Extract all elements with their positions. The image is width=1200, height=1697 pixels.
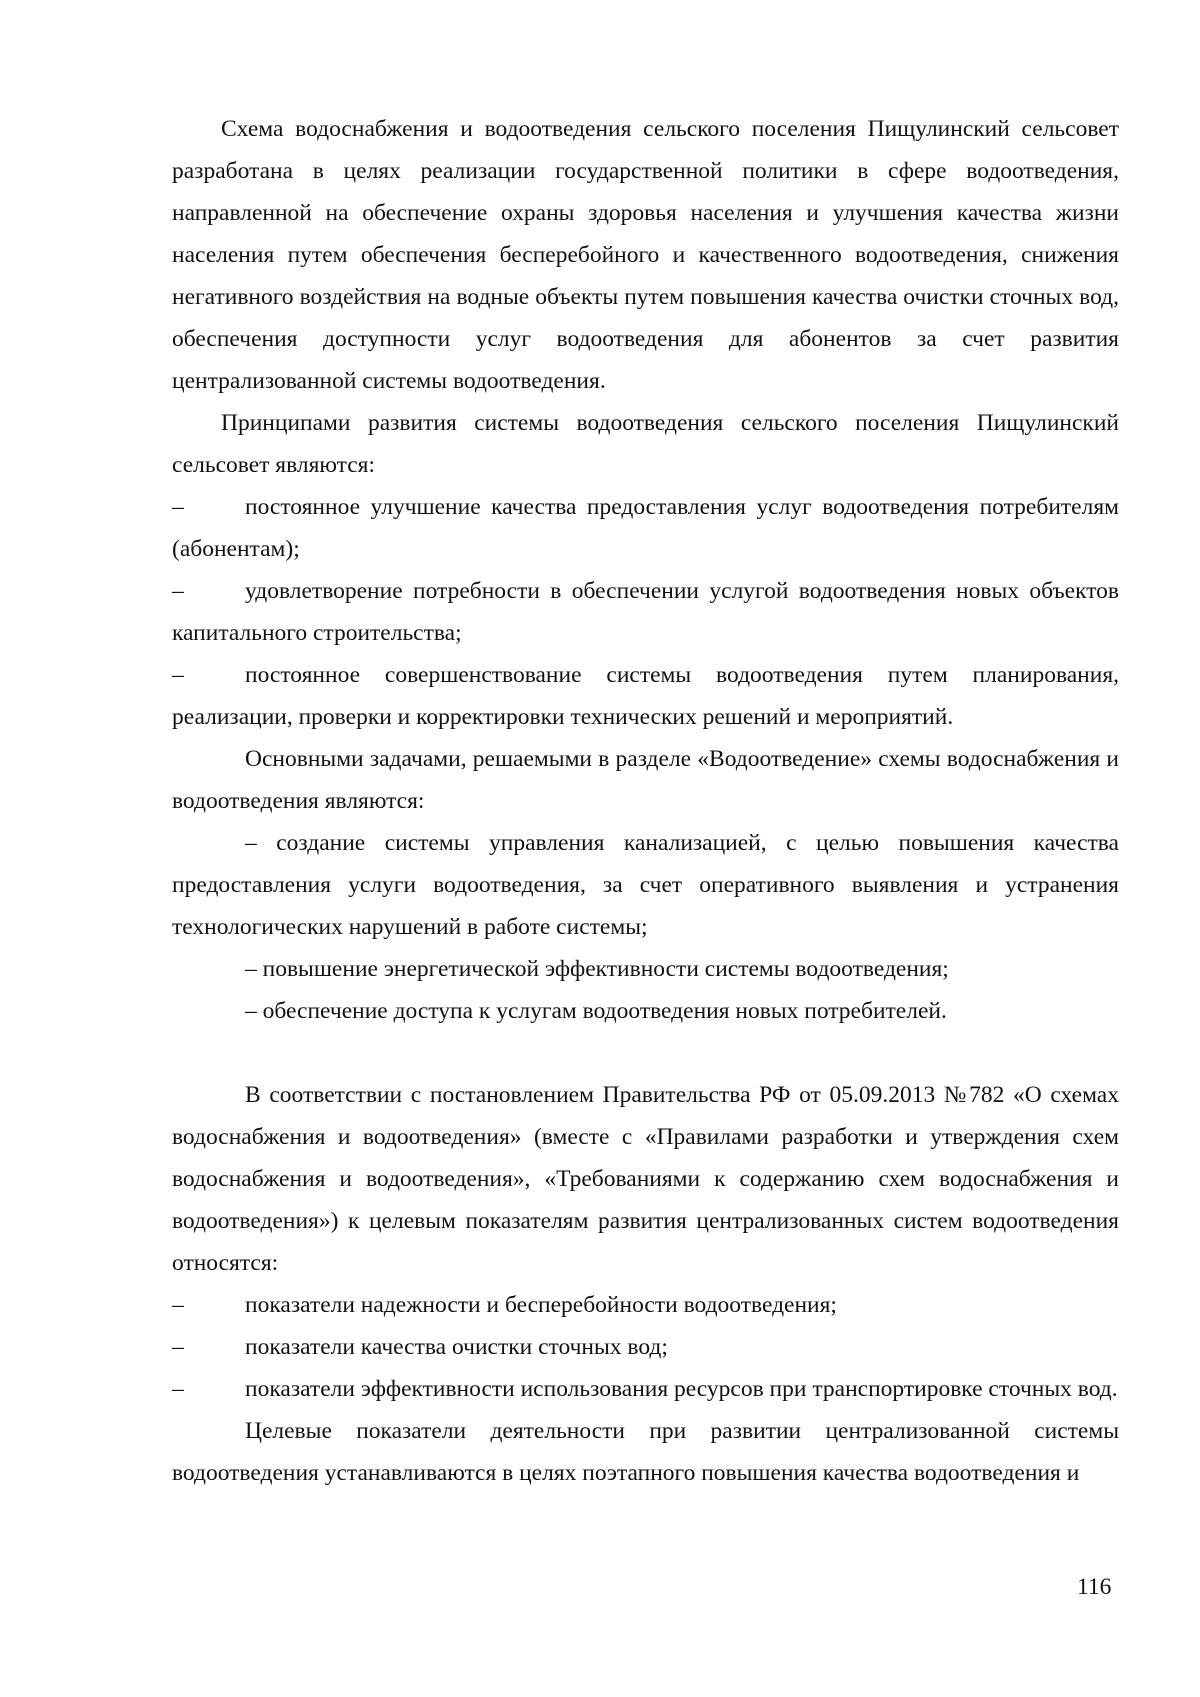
page-number: 116 [1077, 1574, 1112, 1600]
dash-marker: – [172, 578, 184, 604]
task-item: – повышение энергетической эффективности системы водоотведения; [245, 956, 949, 982]
dash-marker: – [172, 662, 184, 688]
list-item [172, 1368, 1119, 1410]
dash-marker: – [172, 494, 184, 520]
paragraph-decree: В соответствии с постановлением Правительства РФ от 05.09.2013 №782 «О схемах водоснабжения и водоотведения» (вместе с «Правилами разработки и утверждения схем водоснабжения и водоотведения», «Требованиями к содержанию схем водоснабжения и водоотведения») к целевым показателям развития централизованных систем водоотведения относятся: [172, 1082, 1119, 1276]
list-item [172, 570, 1119, 654]
paragraph-targets: Целевые показатели деятельности при развитии централизованной системы водоотведения устанавливаются в целях поэтапного повышения качества водоотведения и [172, 1418, 1119, 1486]
list-item-text: постоянное совершенствование системы водоотведения путем планирования, реализации, проверки и корректировки технических решений и мероприятий. [172, 662, 1119, 730]
list-item [172, 1326, 1119, 1368]
list-item [172, 654, 1119, 738]
paragraph-principles: Принципами развития системы водоотведения сельского поселения Пищулинский сельсовет являются: [172, 410, 1119, 478]
dash-marker: – [172, 1376, 184, 1402]
list-item-text: постоянное улучшение качества предоставления услуг водоотведения потребителям (абонентам); [172, 494, 1119, 562]
list-item-text: показатели качества очистки сточных вод; [245, 1334, 668, 1360]
dash-marker: – [172, 1334, 184, 1360]
blank-line [172, 1032, 1119, 1074]
list-item [172, 486, 1119, 570]
list-item-text: удовлетворение потребности в обеспечении услугой водоотведения новых объектов капитального строительства; [172, 578, 1119, 646]
list-item-text: показатели эффективности использования ресурсов при транспортировке сточных вод. [245, 1376, 1118, 1402]
paragraph-intro: Схема водоснабжения и водоотведения сельского поселения Пищулинский сельсовет разработана в целях реализации государственной политики в сфере водоотведения, направленной на обеспечение охраны здоровья населения и улучшения качества жизни населения путем обеспечения бесперебойного и качественного водоотведения, снижения негативного воздействия на водные объекты путем повышения качества очистки сточных вод, обеспечения доступности услуг водоотведения для абонентов за счет развития централизованной системы водоотведения. [172, 116, 1119, 394]
task-item: – обеспечение доступа к услугам водоотведения новых потребителей. [245, 998, 947, 1024]
list-item [172, 1284, 1119, 1326]
paragraph-tasks: Основными задачами, решаемыми в разделе «Водоотведение» схемы водоснабжения и водоотведения являются: [172, 746, 1119, 814]
list-item-text: показатели надежности и бесперебойности водоотведения; [245, 1292, 837, 1318]
dash-marker: – [172, 1292, 184, 1318]
task-item: – создание системы управления канализацией, с целью повышения качества предоставления услуги водоотведения, за счет оперативного выявления и устранения технологических нарушений в работе системы; [172, 830, 1119, 940]
page-body [172, 108, 1119, 1494]
